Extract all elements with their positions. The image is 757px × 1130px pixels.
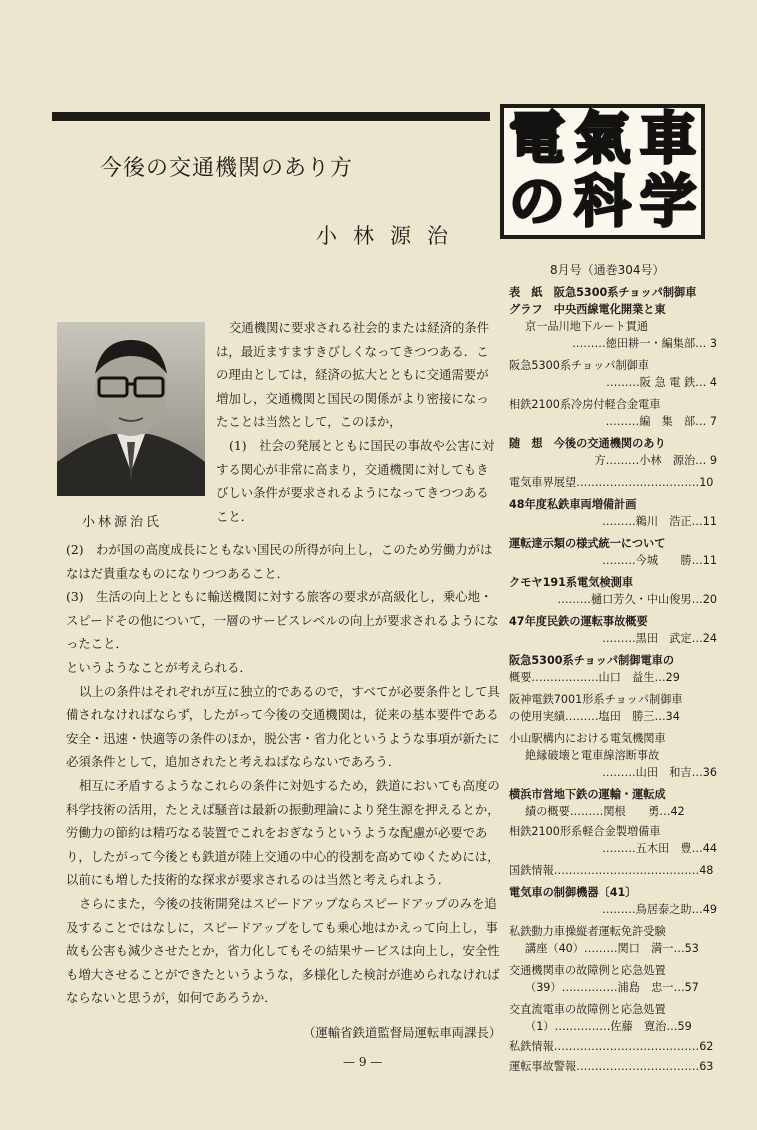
- toc-entry[interactable]: 運転事故警報……………………………63: [509, 1060, 714, 1073]
- toc-entry[interactable]: ………黒田 武定…24: [602, 632, 717, 645]
- text-line: スピードその他について，一層のサービスレベルの向上が要求されるようにな: [66, 612, 499, 628]
- toc-entry[interactable]: 国鉄情報…………………………………48: [509, 864, 714, 877]
- text-line: (2) わが国の高度成長にともない国民の所得が向上し，このため労働力がは: [66, 542, 493, 557]
- article-author: 小林源治: [316, 224, 464, 248]
- toc-entry[interactable]: 小山駅構内における電気機関車: [509, 732, 666, 745]
- photo-caption: 小林源治氏: [82, 515, 163, 530]
- text-line: さらにまた，今後の技術開発はスピードアップならスピードアップのみを追: [79, 895, 497, 911]
- table-of-contents: [509, 284, 717, 1075]
- toc-entry[interactable]: （39）……………浦島 忠一…57: [525, 981, 699, 994]
- text-line: なはだ貴重なものになりつつあること．: [66, 565, 290, 581]
- toc-entry[interactable]: ………今城 勝…11: [602, 554, 717, 567]
- page-number: — 9 —: [343, 1055, 383, 1069]
- text-line: り，したがって今後とも鉄道が陸上交通の中心的役割を高めてゆくためには，: [66, 848, 500, 864]
- text-line: 以上の条件はそれぞれが互に独立的であるので，すべてが必要条件として具: [79, 683, 500, 699]
- toc-entry[interactable]: グラフ 中央西線電化開業と東: [509, 303, 666, 316]
- text-line: 及することではなしに，スピードアップをしても乗心地はかえって向上し，事: [66, 919, 498, 935]
- text-line: びしい条件が要求されるようになってきつつある: [216, 485, 489, 501]
- toc-entry[interactable]: 相鉄2100形系軽合金製増備車: [509, 825, 661, 838]
- toc-entry[interactable]: 表 紙 阪急5300系チョッパ制御車: [509, 286, 697, 299]
- toc-entry[interactable]: クモヤ191系電気検測車: [509, 576, 634, 589]
- text-line: 故も公害も減少させたとか，省力化してもその結果サービスは向上し，安全性: [66, 943, 500, 959]
- toc-entry[interactable]: ………山田 和吉…36: [602, 766, 717, 779]
- text-line: する関心が非常に高まり，交通機関に対してもき: [216, 461, 489, 477]
- toc-entry[interactable]: 48年度私鉄車両増備計画: [509, 498, 637, 511]
- toc-entry[interactable]: 随 想 今後の交通機関のあり: [509, 437, 666, 450]
- toc-entry[interactable]: ………鵜川 浩正…11: [602, 515, 717, 528]
- toc-entry[interactable]: ………編 集 部… 7: [605, 415, 717, 428]
- text-line: (3) 生活の向上とともに輸送機関に対する旅客の要求が高級化し，乗心地・: [66, 589, 493, 605]
- article-intro: [216, 316, 494, 528]
- article-title: 今後の交通機関のあり方: [100, 156, 354, 181]
- text-line: こと．: [216, 508, 254, 524]
- toc-entry[interactable]: ………鳥居泰之助…49: [602, 903, 717, 916]
- text-line: たことは当然として，このほか，: [216, 414, 402, 430]
- logo-char: 車: [640, 106, 697, 172]
- toc-entry[interactable]: 阪急5300系チョッパ制御電車の: [509, 654, 675, 667]
- text-line: ったこと．: [66, 636, 128, 652]
- text-line: (1) 社会の発展とともに国民の事故や公害に対: [229, 437, 495, 453]
- toc-entry[interactable]: 方………小林 源治… 9: [594, 454, 717, 467]
- toc-entry[interactable]: 阪神電鉄7001形系チョッパ制御車: [509, 693, 683, 706]
- toc-entry[interactable]: 47年度民鉄の運転事故概要: [509, 615, 648, 628]
- article-body: [66, 538, 500, 1010]
- author-photo: [57, 322, 205, 496]
- toc-entry[interactable]: 電気車界展望……………………………10: [509, 476, 714, 489]
- text-line: も増大させることができたというような，多様化した検討が進められなければ: [66, 966, 500, 982]
- header-rule: [52, 112, 490, 121]
- logo-char: 電: [508, 106, 565, 172]
- toc-entry[interactable]: 概要………………山口 益生…29: [509, 671, 680, 684]
- toc-entry[interactable]: の使用実績………塩田 勝三…34: [509, 710, 680, 723]
- text-line: 以前にも増した技術的な探求が要求されるのは当然と考えられよう．: [66, 872, 451, 888]
- text-line: は，最近ますますきびしくなってきつつある．こ: [216, 343, 489, 359]
- logo-char: 氣: [574, 106, 631, 172]
- toc-entry[interactable]: 交通機関車の故障例と応急処置: [509, 964, 666, 977]
- toc-entry[interactable]: 講座（40）………関口 満一…53: [525, 942, 699, 955]
- text-line: 備されなければならず，したがって今後の交通機関は，従来の基本要件である: [66, 707, 499, 723]
- toc-entry[interactable]: ………五木田 豊…44: [602, 842, 717, 855]
- logo-char: 学: [640, 169, 697, 235]
- toc-entry[interactable]: 運転達示類の様式統一について: [509, 537, 666, 550]
- text-line: の理由としては，経済の拡大とともに交通需要が: [216, 367, 489, 383]
- toc-entry[interactable]: 私鉄動力車操縦者運転免許受験: [509, 925, 666, 938]
- text-line: 安全・迅速・快適等の条件のほか，脱公害・省力化というような事項が新たに: [66, 730, 500, 746]
- toc-entry[interactable]: 相鉄2100系冷房付軽合金電車: [509, 398, 661, 411]
- toc-entry[interactable]: 電気車の制御機器〔41〕: [509, 886, 637, 899]
- logo-char: の: [508, 169, 565, 235]
- issue-number: 8月号（通巻304号）: [550, 263, 665, 277]
- text-line: というようなことが考えられる．: [66, 659, 252, 675]
- toc-entry[interactable]: 阪急5300系チョッパ制御車: [509, 359, 650, 372]
- logo-char: 科: [574, 169, 631, 235]
- toc-entry[interactable]: ………阪 急 電 鉄… 4: [606, 376, 717, 389]
- text-line: ならないと思うが，如何であろうか．: [66, 990, 277, 1006]
- text-line: 必須条件として，追加されたと考えねばならないであろう．: [66, 754, 401, 770]
- magazine-logo: [500, 104, 705, 239]
- text-line: 労働力の節約は精巧なる装置でこれをおぎなうというような配慮が必要であ: [66, 825, 488, 841]
- toc-entry[interactable]: 交直流電車の故障例と応急処置: [509, 1003, 666, 1016]
- toc-entry[interactable]: ………徳田耕一・編集部… 3: [572, 337, 717, 350]
- toc-entry[interactable]: 私鉄情報…………………………………62: [509, 1040, 714, 1053]
- toc-entry[interactable]: 横浜市営地下鉄の運輸・運転成: [509, 788, 666, 801]
- text-line: 相互に矛盾するようなこれらの条件に対処するため，鉄道においても高度の: [79, 777, 500, 793]
- toc-entry[interactable]: 京一品川地下ルート貫通: [525, 320, 649, 333]
- toc-entry[interactable]: （1）……………佐藤 寛治…59: [525, 1020, 692, 1033]
- toc-entry[interactable]: 絶縁破壊と電車線溶断事故: [525, 749, 660, 762]
- toc-entry[interactable]: ………樋口芳久・中山俊男…20: [557, 593, 717, 606]
- author-affiliation: （運輸省鉄道監督局運転車両課長）: [303, 1025, 502, 1040]
- text-line: 科学技術の活用，たとえば騒音は最新の振動理論により発生源を押えるとか，: [66, 801, 500, 817]
- toc-entry[interactable]: 績の概要………関根 勇…42: [525, 805, 685, 818]
- text-line: 交通機関に要求される社会的または経済的条件: [229, 320, 490, 335]
- text-line: 増加し，交通機関と国民の関係がより密接になっ: [216, 390, 489, 406]
